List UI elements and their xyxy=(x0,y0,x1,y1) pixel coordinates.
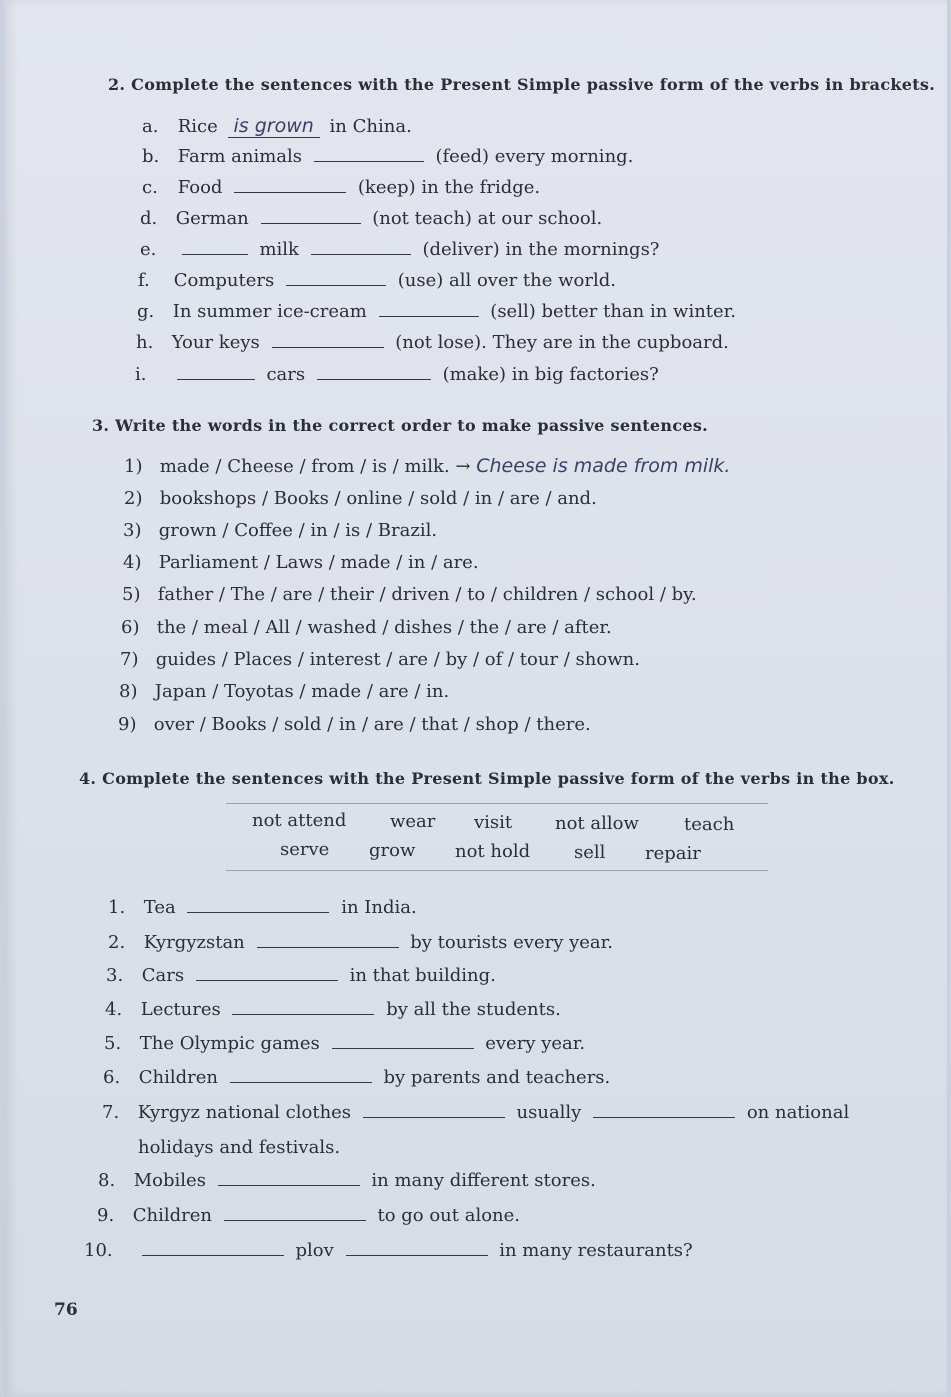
ex4-item-10: 10. plov in many restaurants? xyxy=(84,1240,693,1261)
answer-blank[interactable] xyxy=(196,979,338,981)
ex4-item-2: 2. Kyrgyzstan by tourists every year. xyxy=(108,932,613,953)
word-serve: serve xyxy=(280,839,330,860)
ex4-item-5: 5. The Olympic games every year. xyxy=(104,1033,586,1054)
ex4-item-4: 4. Lectures by all the students. xyxy=(105,999,561,1020)
ex3-item-1: 1) made / Cheese / from / is / milk. → Cheese is made from milk. xyxy=(124,455,731,477)
ex3-answer-1: Cheese is made from milk. xyxy=(476,455,731,477)
ex3-item-8: 8) Japan / Toyotas / made / are / in. xyxy=(119,681,450,702)
answer-blank[interactable] xyxy=(230,1081,372,1083)
answer-blank[interactable] xyxy=(272,346,384,348)
word-not-allow: not allow xyxy=(555,813,639,834)
answer-blank[interactable] xyxy=(257,946,399,948)
ex4-item-7-continued: holidays and festivals. xyxy=(138,1137,341,1158)
answer-blank[interactable] xyxy=(177,378,255,380)
worksheet-page xyxy=(4,0,947,1397)
ex2-item-a: a. Rice is grown in China. xyxy=(142,115,412,137)
ex3-item-7: 7) guides / Places / interest / are / by / of / tour / shown. xyxy=(120,649,640,670)
ex4-item-8: 8. Mobiles in many different stores. xyxy=(98,1170,596,1191)
ex4-item-3: 3. Cars in that building. xyxy=(106,965,496,986)
ex3-item-6: 6) the / meal / All / washed / dishes / the / are / after. xyxy=(121,617,612,638)
ex2-item-i: i. cars (make) in big factories? xyxy=(135,364,659,385)
ex3-item-4: 4) Parliament / Laws / made / in / are. xyxy=(123,552,479,573)
ex2-item-g: g. In summer ice-cream (sell) better than in winter. xyxy=(137,301,737,322)
word-grow: grow xyxy=(369,840,416,861)
answer-blank[interactable] xyxy=(234,191,346,193)
word-not-hold: not hold xyxy=(455,841,531,862)
ex4-item-7: 7. Kyrgyz national clothes usually on national xyxy=(102,1102,850,1123)
ex4-item-6: 6. Children by parents and teachers. xyxy=(103,1067,611,1088)
ex2-item-f: f. Computers (use) all over the world. xyxy=(138,270,616,291)
answer-blank[interactable] xyxy=(224,1219,366,1221)
ex3-heading: 3. Write the words in the correct order to make passive sentences. xyxy=(92,416,709,435)
ex2-item-c: c. Food (keep) in the fridge. xyxy=(142,177,541,198)
answer-blank[interactable] xyxy=(218,1184,360,1186)
ex4-heading: 4. Complete the sentences with the Present Simple passive form of the verbs in the box. xyxy=(79,769,895,788)
ex3-item-9: 9) over / Books / sold / in / are / that / shop / there. xyxy=(118,714,591,735)
ex4-item-9: 9. Children to go out alone. xyxy=(97,1205,521,1226)
answer-blank[interactable] xyxy=(261,222,361,224)
page-number: 76 xyxy=(54,1300,78,1320)
answer-blank[interactable] xyxy=(332,1047,474,1049)
answer-blank[interactable] xyxy=(311,253,411,255)
word-box-top-rule xyxy=(226,803,768,804)
word-sell: sell xyxy=(574,842,606,863)
ex2-heading: 2. Complete the sentences with the Present Simple passive form of the verbs in brackets. xyxy=(108,75,936,94)
ex2-item-d: d. German (not teach) at our school. xyxy=(140,208,603,229)
answer-blank[interactable] xyxy=(182,253,248,255)
ex3-item-2: 2) bookshops / Books / online / sold / in / are / and. xyxy=(124,488,597,509)
answer-blank[interactable] xyxy=(286,284,386,286)
word-teach: teach xyxy=(684,814,735,835)
ex2-item-h: h. Your keys (not lose). They are in the cupboard. xyxy=(136,332,729,353)
answer-blank[interactable] xyxy=(379,315,479,317)
ex2-item-b: b. Farm animals (feed) every morning. xyxy=(142,146,634,167)
answer-blank[interactable] xyxy=(187,911,329,913)
answer-blank[interactable] xyxy=(363,1116,505,1118)
ex4-item-1: 1. Tea in India. xyxy=(108,897,417,918)
ex3-item-3: 3) grown / Coffee / in / is / Brazil. xyxy=(123,520,438,541)
answer-blank[interactable] xyxy=(317,378,431,380)
word-not-attend: not attend xyxy=(252,810,347,831)
answer-blank[interactable] xyxy=(593,1116,735,1118)
ex2-item-e: e. milk (deliver) in the mornings? xyxy=(140,239,660,260)
answer-blank[interactable] xyxy=(346,1254,488,1256)
ex2-answer-a: is grown xyxy=(228,115,320,138)
word-wear: wear xyxy=(390,811,436,832)
word-box-bottom-rule xyxy=(226,870,768,871)
answer-blank[interactable] xyxy=(314,160,424,162)
word-visit: visit xyxy=(474,812,513,833)
answer-blank[interactable] xyxy=(232,1013,374,1015)
ex3-item-5: 5) father / The / are / their / driven / to / children / school / by. xyxy=(122,584,697,605)
word-repair: repair xyxy=(645,843,701,864)
answer-blank[interactable] xyxy=(142,1254,284,1256)
